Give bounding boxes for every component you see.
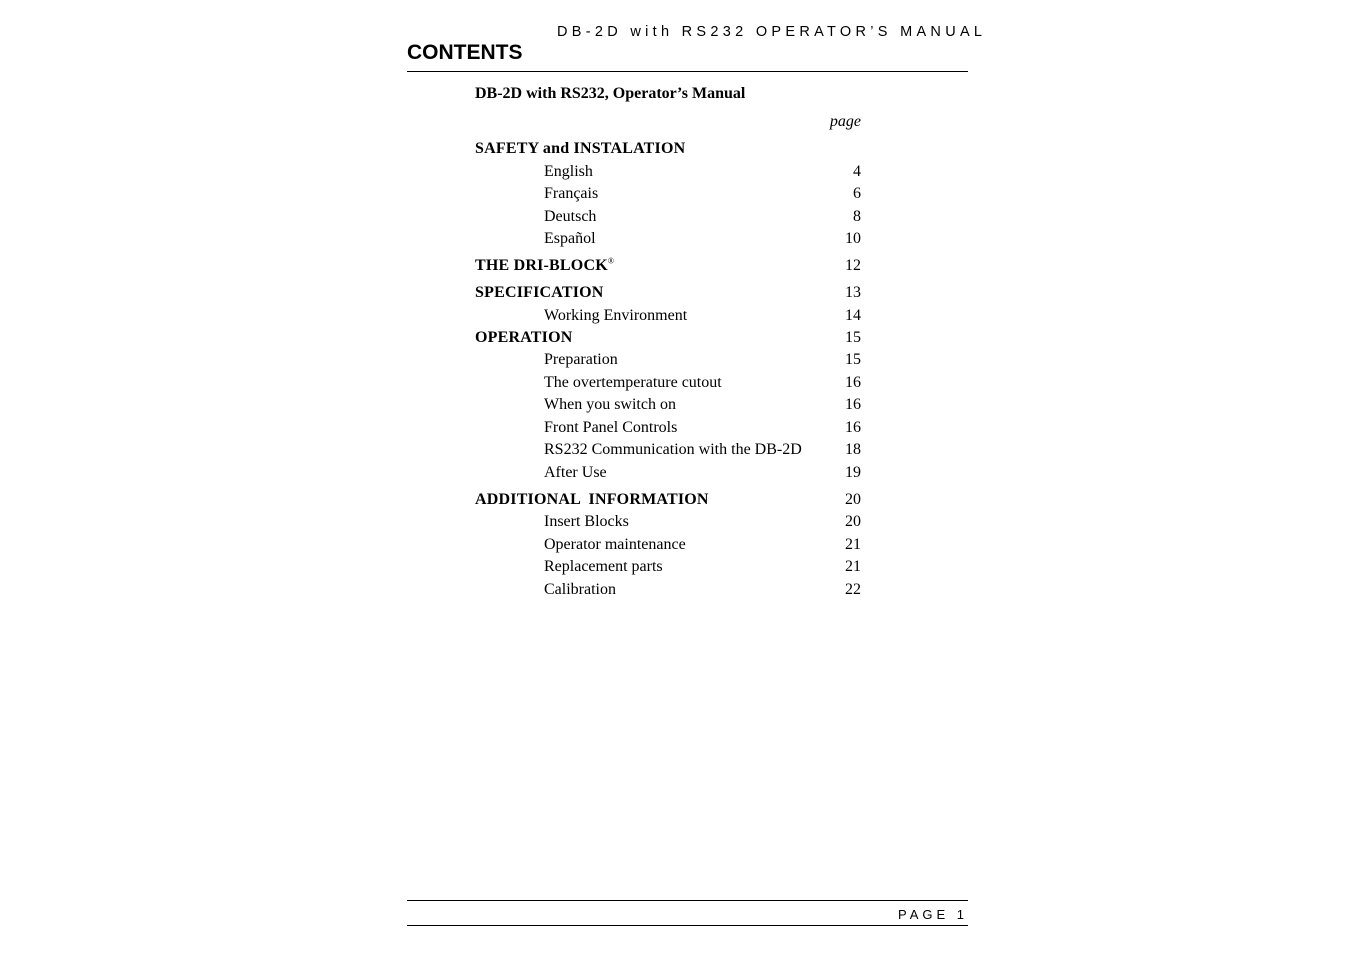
toc-item-page: 16 (845, 419, 861, 436)
toc-section-title: THE DRI-BLOCK (475, 257, 608, 274)
running-header: DB-2D with RS232 OPERATOR’S MANUAL (557, 24, 987, 40)
toc-item-page: 8 (853, 208, 861, 225)
footer-page-number: PAGE 1 (897, 907, 968, 922)
toc-section-title-wrap (475, 255, 614, 277)
toc-item-page: 22 (845, 581, 861, 598)
toc-item-page: 6 (853, 185, 861, 202)
toc-item-page: 4 (853, 163, 861, 180)
toc-item (475, 349, 861, 371)
toc-item-label: Preparation (544, 351, 618, 368)
toc-item-label: Replacement parts (544, 558, 663, 575)
toc-item (475, 183, 861, 205)
toc-section-specification (475, 282, 861, 304)
toc-section-title: SPECIFICATION (475, 284, 604, 301)
toc-item (475, 161, 861, 183)
toc-item (475, 556, 861, 578)
toc-item-page: 19 (845, 464, 861, 481)
toc-item-label: English (544, 163, 593, 180)
toc-section-page: 20 (845, 491, 861, 508)
toc-item-label: After Use (544, 464, 607, 481)
toc-item (475, 417, 861, 439)
toc-item-page: 16 (845, 374, 861, 391)
toc-item-page: 14 (845, 307, 861, 324)
toc-section-page: 12 (845, 257, 861, 274)
toc-item (475, 439, 861, 461)
registered-mark: ® (607, 256, 615, 266)
toc-item-page: 18 (845, 441, 861, 458)
toc-section-safety (475, 138, 861, 160)
toc-section-page: 15 (845, 329, 861, 346)
toc-item (475, 511, 861, 533)
toc-item-page: 21 (845, 536, 861, 553)
toc-item (475, 305, 861, 327)
toc-item-page: 20 (845, 513, 861, 530)
contents-heading: CONTENTS (407, 41, 523, 64)
toc-item-label: Front Panel Controls (544, 419, 678, 436)
toc-item-label: RS232 Communication with the DB-2D (544, 441, 802, 458)
toc-section-title: SAFETY and INSTALATION (475, 140, 686, 157)
toc-item-page: 10 (845, 230, 861, 247)
toc-item-label: Operator maintenance (544, 536, 686, 553)
toc-item-label: When you switch on (544, 396, 676, 413)
toc-item-label: Calibration (544, 581, 616, 598)
toc-section-title: ADDITIONAL INFORMATION (475, 491, 709, 508)
toc-item (475, 534, 861, 556)
footer-rule-bottom (407, 925, 968, 926)
page-column-label: page (829, 113, 861, 130)
footer-rule-top (407, 900, 968, 901)
toc-section-operation (475, 327, 861, 349)
toc-item-label: Français (544, 185, 599, 202)
toc-section-page: 13 (845, 284, 861, 301)
toc-item-page: 15 (845, 351, 861, 368)
toc-item (475, 206, 861, 228)
toc-item (475, 462, 861, 484)
toc-item-label: Insert Blocks (544, 513, 629, 530)
toc-item (475, 372, 861, 394)
toc-item-label: Working Environment (544, 307, 688, 324)
toc-item-label: Español (544, 230, 596, 247)
toc-item-label: Deutsch (544, 208, 597, 225)
toc-item (475, 579, 861, 601)
toc-item-page: 21 (845, 558, 861, 575)
toc-section-title: OPERATION (475, 329, 573, 346)
toc-item-page: 16 (845, 396, 861, 413)
manual-title: DB-2D with RS232, Operator’s Manual (475, 85, 746, 102)
toc-section-additional (475, 489, 861, 511)
toc-section-dri-block (475, 255, 861, 277)
header-rule (407, 71, 968, 72)
toc-item (475, 228, 861, 250)
toc-item (475, 394, 861, 416)
toc-item-label: The overtemperature cutout (544, 374, 722, 391)
